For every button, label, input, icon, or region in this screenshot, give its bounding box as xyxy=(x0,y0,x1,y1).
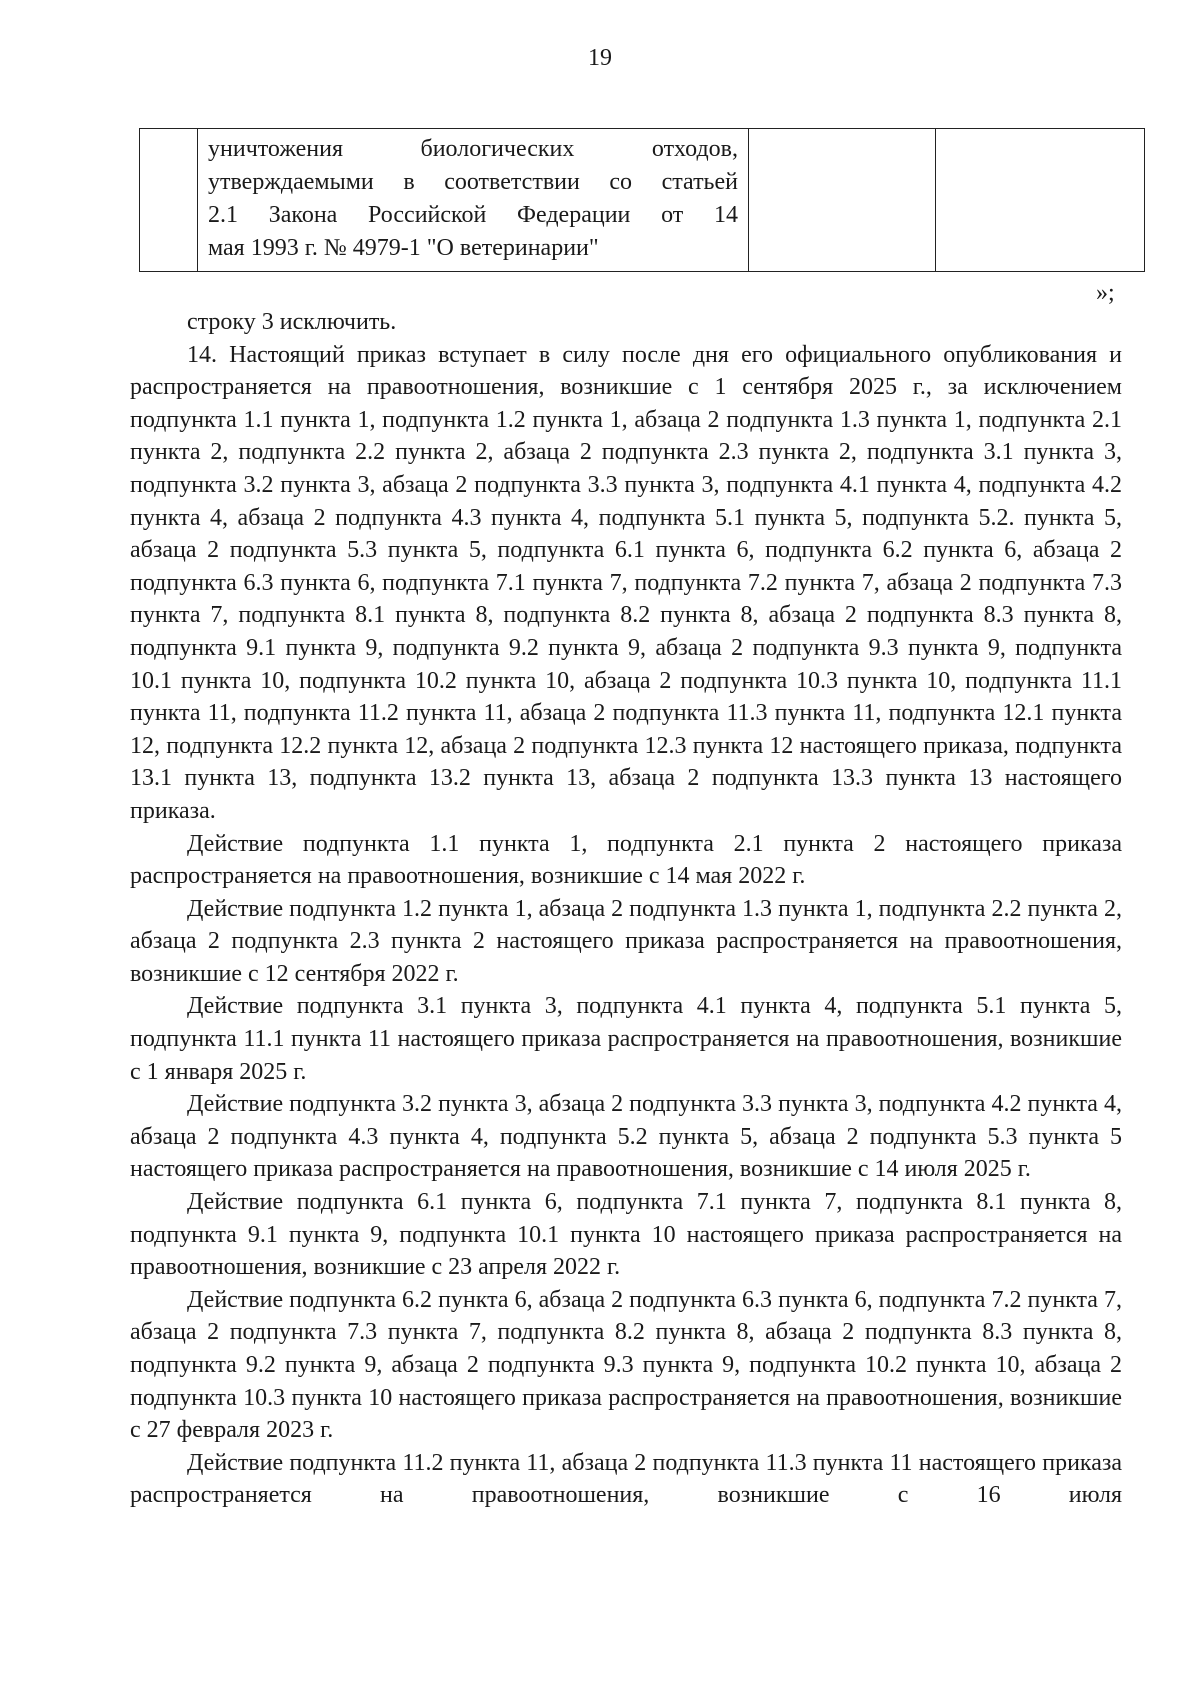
continuation-table xyxy=(139,128,1145,272)
page-number: 19 xyxy=(588,45,612,71)
table-cell-paragraph xyxy=(208,133,738,265)
paragraph-effect-4: Действие подпункта 3.2 пункта 3, абзаца 2 подпункта 3.3 пункта 3, подпункта 4.2 пункта 4, абзаца 2 подпункта 4.3 пункта 4, подпункта 5.2 пункта 5, абзаца 2 подпункта 5.3 пункта 5 настоящего приказа распространяется на правоотношения, возникшие с 14 июля 2025 г. xyxy=(130,1091,1122,1183)
closing-quote: »; xyxy=(1096,280,1115,306)
table-cell-empty xyxy=(749,129,936,272)
paragraph-effect-6: Действие подпункта 6.2 пункта 6, абзаца 2 подпункта 6.3 пункта 6, подпункта 7.2 пункта 7, абзаца 2 подпункта 7.3 пункта 7, подпункта 8.2 пункта 8, абзаца 2 подпункта 8.3 пункта 8, подпункта 9.2 пункта 9, абзаца 2 подпункта 9.3 пункта 9, подпункта 10.2 пункта 10, абзаца 2 подпункта 10.3 пункта 10 настоящего приказа распространяется на правоотношения, возникшие с 27 февраля 2023 г. xyxy=(130,1286,1122,1444)
paragraph-effect-5: Действие подпункта 6.1 пункта 6, подпункта 7.1 пункта 7, подпункта 8.1 пункта 8, подпункта 9.1 пункта 9, подпункта 10.1 пункта 10 настоящего приказа распространяется на правоотношения, возникшие с 23 апреля 2022 г. xyxy=(130,1189,1122,1281)
table-cell-line: уничтожения биологических отходов, xyxy=(208,136,738,162)
paragraph-item-14: 14. Настоящий приказ вступает в силу после дня его официального опубликования и распространяется на правоотношения, возникшие с 1 сентября 2025 г., за исключением подпункта 1.1 пункта 1, подпункта 1.2 пункта 1, абзаца 2 подпункта 1.3 пункта 1, подпункта 2.1 пункта 2, подпункта 2.2 пункта 2, абзаца 2 подпункта 2.3 пункта 2, подпункта 3.1 пункта 3, подпункта 3.2 пункта 3, абзаца 2 подпункта 3.3 пункта 3, подпункта 4.1 пункта 4, подпункта 4.2 пункта 4, абзаца 2 подпункта 4.3 пункта 4, подпункта 5.1 пункта 5, подпункта 5.2. пункта 5, абзаца 2 подпункта 5.3 пункта 5, подпункта 6.1 пункта 6, подпункта 6.2 пункта 6, абзаца 2 подпункта 6.3 пункта 6, подпункта 7.1 пункта 7, подпункта 7.2 пункта 7, абзаца 2 подпункта 7.3 пункта 7, подпункта 8.1 пункта 8, подпункта 8.2 пункта 8, абзаца 2 подпункта 8.3 пункта 8, подпункта 9.1 пункта 9, подпункта 9.2 пункта 9, абзаца 2 подпункта 9.3 пункта 9, подпункта 10.1 пункта 10, подпункта 10.2 пункта 10, абзаца 2 подпункта 10.3 пункта 10, подпункта 11.1 пункта 11, подпункта 11.2 пункта 11, абзаца 2 подпункта 11.3 пункта 11, подпункта 12.1 пункта 12, подпункта 12.2 пункта 12, абзаца 2 подпункта 12.3 пункта 12 настоящего приказа, подпункта 13.1 пункта 13, подпункта 13.2 пункта 13, абзаца 2 подпункта 13.3 пункта 13 настоящего приказа. xyxy=(130,341,1122,824)
paragraph-effect-7: Действие подпункта 11.2 пункта 11, абзаца 2 подпункта 11.3 пункта 11 настоящего приказа распространяется на правоотношения, возникшие с 16 июля xyxy=(130,1449,1122,1509)
table-cell-line: 2.1 Закона Российской Федерации от 14 xyxy=(208,202,738,228)
paragraph-effect-1: Действие подпункта 1.1 пункта 1, подпункта 2.1 пункта 2 настоящего приказа распространяется на правоотношения, возникшие с 14 мая 2022 г. xyxy=(130,830,1122,890)
paragraph-effect-3: Действие подпункта 3.1 пункта 3, подпункта 4.1 пункта 4, подпункта 5.1 пункта 5, подпункта 11.1 пункта 11 настоящего приказа распространяется на правоотношения, возникшие с 1 января 2025 г. xyxy=(130,993,1122,1085)
table-cell-empty xyxy=(936,129,1145,272)
table-row xyxy=(140,129,1145,272)
table-cell-line: мая 1993 г. № 4979-1 "О ветеринарии" xyxy=(208,235,599,261)
document-body xyxy=(130,306,1122,1512)
paragraph-effect-2: Действие подпункта 1.2 пункта 1, абзаца 2 подпункта 1.3 пункта 1, подпункта 2.2 пункта 2, абзаца 2 подпункта 2.3 пункта 2 настоящего приказа распространяется на правоотношения, возникшие с 12 сентября 2022 г. xyxy=(130,895,1122,987)
table-cell-line: утверждаемыми в соответствии со статьей xyxy=(208,169,738,195)
table-cell-number xyxy=(140,129,198,272)
table-cell-text xyxy=(198,129,749,272)
paragraph-delete-row: строку 3 исключить. xyxy=(187,309,397,335)
